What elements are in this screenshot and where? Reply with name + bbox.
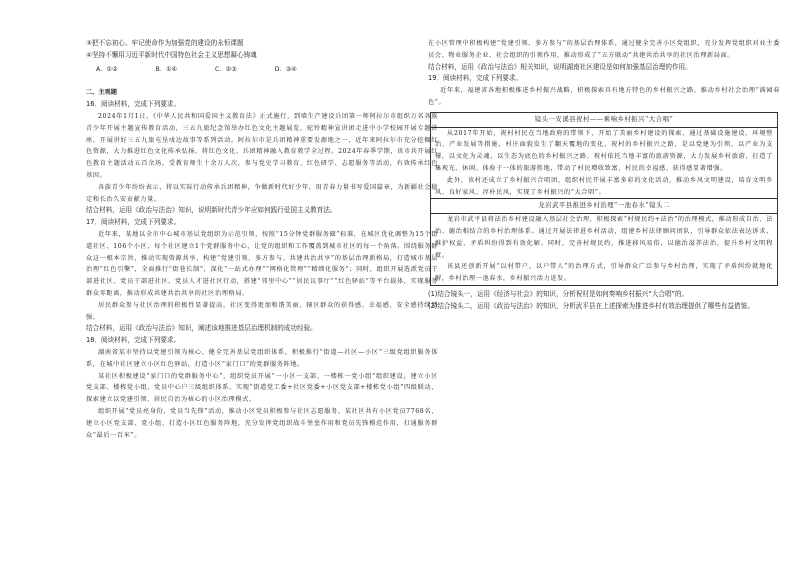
right-column [428,38,780,313]
q19-ask-2: (2)结合镜头二，运用《政治与法治》的知识，分析武平县在上述探索为推进乡村有效治理提供了哪些有益借鉴。 [428,301,754,310]
q18-cont: 在小区管理中积极构建“党建引领、多方参与”的基层治理体系，通过健全完善小区党组织，充分发挥党组织对业主委员会、物业服务企业、社会组织的引领作用，推动形成了“五方联动”共建共治共享的社区治理新局面。 [428,40,780,59]
q19-ask-1: (1)结合镜头一，运用《经济与社会》的知识，分析祝村是如何奏响乡村振兴“大合唱”的。 [428,289,689,298]
q16-head: 16．阅读材料，完成下列要求。 [86,100,181,109]
q17-head: 17．阅读材料，完成下列要求。 [86,218,181,227]
q16-p2: 各族青少年纷纷表示，将以实际行动传承兵团精神，争做新时代好少年，用青春力量书写爱国篇章，为新疆社会稳定和长治久安贡献力量。 [86,183,438,203]
choice-a: A．①② [96,65,118,73]
q18-p1: 湖南省某市坚持以党建引领为核心，健全完善基层党组织体系，积极推行“街道—社区—小区”三级党组织服务体系，在城中社区建立小区红色驿站，打造小区“家门口”的党群服务阵地。 [86,348,438,368]
answer-choices [96,64,438,76]
q18-p2: 某社区积极建设“家门口的党群服务中心”，组织党员开展“一小区一支部、一楼栋一党小组”组织建设，建立小区党支部、楼栋党小组、党员中心户三级组织体系。实现“街道党工委+社区党委+小区党支部+楼栋党小组”四级联动，探索建立以党建引领、居民自治为核心的小区治理模式。 [86,372,438,404]
q19-intro: 近年来，福建省各地积极推进乡村振兴战略，积极探索具有地方特色的乡村振兴之路，推动乡村社会治理“满园春色”。 [428,87,780,106]
q16-p1: 2024年1月1日，《中华人民共和国爱国主义教育法》正式施行，到墙生产建设兵团第一师阿拉尔市组织万名各族青少年开展主题宣传教育活动，三五九旅纪念馆举办红色文化主题展览，驼铃精神宣讲团走进中小学校园开展专题讲座，开展讲好三五九旅屯垦戍边故事等系列活动。阿拉尔市是兵团精神重要发源地之一，近年来阿拉尔市充分挖掘红色资源，大力推进红色文化传承弘扬，将红色文化、兵团精神融入教育教学全过程。2024年春季学期，该市共开展红色教育主题活动五百余场，受教育师生十余万人次，参与党史学习教育、红色研学、志愿服务等活动，有效传承红色基因。 [86,112,438,179]
box2-p1: 龙岩市武平县将法治乡村建设融入基层社会治理，积极探索“村规民约+法治”的治理模式，推动形成自治、法治、德治相结合的乡村治理体系。通过开展法律进乡村活动，组建乡村法律顾问团队，引导群众依法表达诉求、维护权益，矛盾纠纷得到有效化解。同时，完善村规民约，推进移风易俗，以德治滋养法治，提升乡村文明程度。 [435,216,773,259]
q18-ask: 结合材料，运用《政治与法治》相关知识，说明湖南社区建设是如何加强基层治理的作用。 [428,62,692,71]
box2-title: 龙岩武平县推进乡村治理“一池春水”镜头二 [431,198,777,214]
q17-p1: 近年来，某地以全市中心城市基层党组织为示范引领，按照“15分钟党群服务圈”标准，在城区优化调整为15个街道社区、106个小区，每个社区建立1个党群服务中心，让党的组织和工作覆盖到城市社区的每一个角落。围绕服务群众这一根本宗旨，推动实现资源共享，构建“党建引领、多方参与、共建共治共享”的基层治理新格局，打造城市基层治理“红色引擎”，全面推行“街巷长制”，深化“一站式办理”“网格化管理”“精细化服务”；同时，组织开展选派党员干部进社区、党员干部进社区、党员人才进社区行动，搭建“邻里中心”“居民议事厅”“红色驿站”等平台载体，实现服务群众零距离，推动形成共建共治共享的社区治理格局。 [86,230,438,297]
option-4: ④坚持不懈用习近平新时代中国特色社会主义思想凝心铸魂 [86,50,257,59]
section-title: 二、主观题 [86,89,117,97]
q19-head: 19．阅读材料，完成下列要求。 [428,74,523,83]
q18-head: 18．阅读材料，完成下列要求。 [86,336,181,345]
choice-b: B．①④ [155,65,178,73]
left-column [86,38,438,441]
q18-p3: 组织开展“党员亮身份、党员当先锋”活动，推动小区党员积极参与社区志愿服务，某社区共有小区党员7768名，建立小区党支部、党小组，打造小区红色服务阵地，充分发挥党组织战斗堡垒作用和党员先锋模范作用，打通服务群众“最后一百米”。 [86,407,438,439]
choice-d: D．③④ [274,65,297,73]
q17-ask: 结合材料，运用《政治与法治》知识，阐述该地推进基层治理机制的成功经验。 [86,324,317,333]
choice-c: C．②③ [215,65,237,73]
box1-p1: 从2017年开始，祝村村民在当地政府的带领下，开始了美丽乡村建设的探索，通过基础设施建设、环境整治、产业发展等措施，村庄面貌发生了翻天覆地的变化，祝村的乡村振兴之路，是以党建为引领，以产业为支撑，以文化为灵魂，以生态为底色的乡村振兴之路。祝村依托当地丰富的旅游资源，大力发展乡村旅游，打造了集观光、休闲、体验于一体的旅游胜地，带动了村民增收致富，村民的幸福感、获得感显著增强。 [435,129,773,172]
q16-ask: 结合材料，运用《政治与法治》知识，说明新时代青少年应如何践行爱国主义教育法。 [86,206,337,215]
q17-p2: 居民群众参与社区治理的积极性显著提高，社区变得更加和谐美丽，辖区群众的获得感、幸福感、安全感持续增强。 [86,301,438,321]
option-3: ③把不忘初心、牢记使命作为加强党的建设的永恒课题 [86,39,244,47]
box1-p2: 此外，该村还成立了乡村振兴合唱团，组织村民开展丰富多彩的文化活动，推动乡风文明建设，培育文明乡风、良好家风、淳朴民风，实现了乡村振兴的“大合唱”。 [435,176,773,196]
box2-p2: 该县还创新开展“以村带户、以户带人”的治理方式，引导群众广泛参与乡村治理，实现了矛盾纠纷就地化解，乡村治理一池春水，乡村振兴活力迸发。 [435,263,773,283]
box1-title: 镜头一安溪县祝村——乘响乡村振兴“大合唱” [431,113,777,128]
material-box [430,112,778,286]
